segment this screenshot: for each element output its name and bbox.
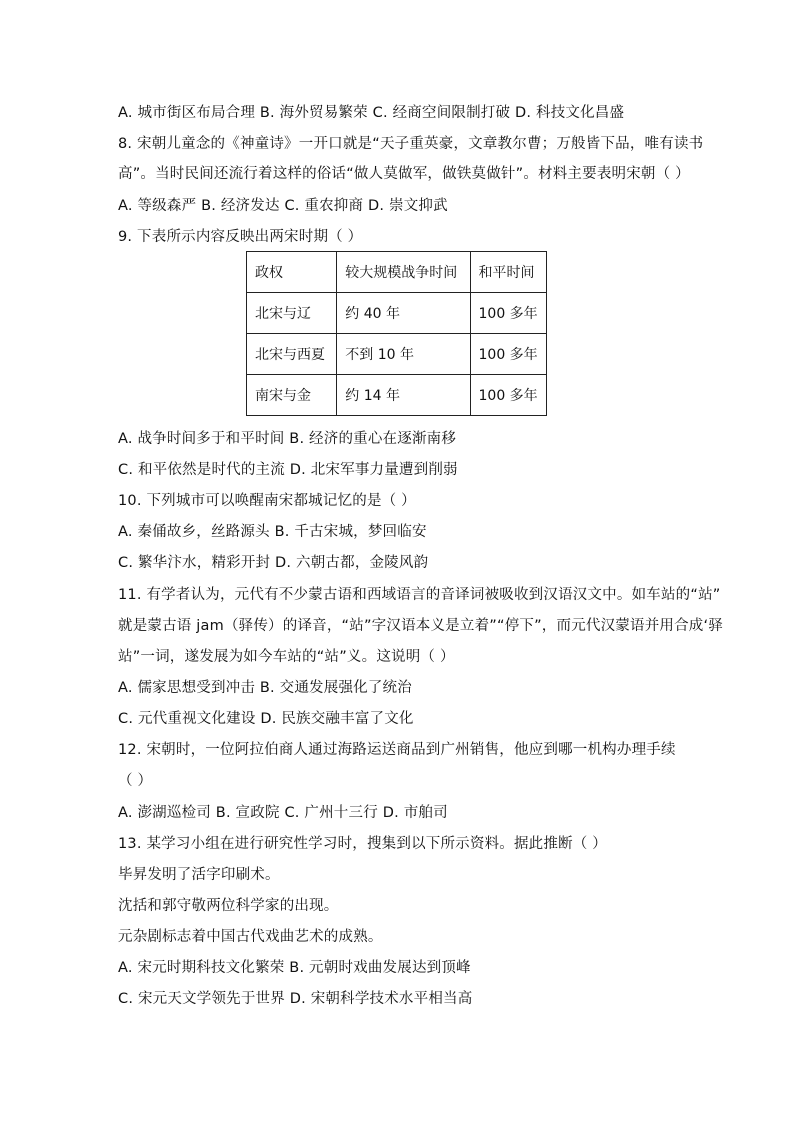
table-cell: 南宋与金: [247, 375, 337, 416]
q11-stem-line-3: 站”一词，遂发展为如今车站的“站”义。这说明（ ）: [118, 649, 455, 665]
q8-options: A. 等级森严 B. 经济发达 C. 重农抑商 D. 崇文抑武: [118, 198, 448, 214]
q11-options-line-2: C. 元代重视文化建设 D. 民族交融丰富了文化: [118, 711, 414, 727]
q10-options-line-1: A. 秦俑故乡，丝路源头 B. 千古宋城，梦回临安: [118, 524, 427, 540]
q9-options-line-1: A. 战争时间多于和平时间 B. 经济的重心在逐渐南移: [118, 431, 457, 447]
q12-stem-line-1: 12. 宋朝时，一位阿拉伯商人通过海路运送商品到广州销售，他应到哪一机构办理手续: [118, 742, 676, 758]
q7-options: A. 城市街区布局合理 B. 海外贸易繁荣 C. 经商空间限制打破 D. 科技文化昌盛: [118, 105, 625, 121]
q10-options-line-2: C. 繁华汴水，精彩开封 D. 六朝古都，金陵风韵: [118, 555, 429, 571]
q9-table: [246, 251, 547, 416]
q9-stem: 9. 下表所示内容反映出两宋时期（ ）: [118, 229, 363, 245]
table-header-cell: 和平时间: [470, 252, 547, 293]
table-row: [247, 293, 547, 334]
table-row: [247, 375, 547, 416]
q11-options-line-1: A. 儒家思想受到冲击 B. 交通发展强化了统治: [118, 680, 412, 696]
q13-material-1: 毕昇发明了活字印刷术。: [118, 867, 280, 883]
table-cell: 约 40 年: [337, 293, 470, 334]
table-cell: 不到 10 年: [337, 334, 470, 375]
q12-options: A. 澎湖巡检司 B. 宣政院 C. 广州十三行 D. 市舶司: [118, 805, 448, 821]
table-header-cell: 政权: [247, 252, 337, 293]
q13-material-2: 沈括和郭守敬两位科学家的出现。: [118, 898, 339, 914]
table-cell: 北宋与西夏: [247, 334, 337, 375]
q13-options-line-1: A. 宋元时期科技文化繁荣 B. 元朝时戏曲发展达到顶峰: [118, 960, 471, 976]
table-cell: 100 多年: [470, 334, 547, 375]
table-cell: 100 多年: [470, 375, 547, 416]
q9-options-line-2: C. 和平依然是时代的主流 D. 北宋军事力量遭到削弱: [118, 462, 458, 478]
q8-stem-line-1: 8. 宋朝儿童念的《神童诗》一开口就是“天子重英豪，文章教尔曹；万般皆下品，唯有读书: [118, 136, 704, 152]
q13-stem: 13. 某学习小组在进行研究性学习时，搜集到以下所示资料。据此推断（ ）: [118, 836, 607, 852]
table-header-row: [247, 252, 547, 293]
q10-stem: 10. 下列城市可以唤醒南宋都城记忆的是（ ）: [118, 493, 416, 509]
q13-material-3: 元杂剧标志着中国古代戏曲艺术的成熟。: [118, 929, 383, 945]
table-cell: 约 14 年: [337, 375, 470, 416]
q11-stem-line-2: 就是蒙古语 jam（驿传）的译音，“站”字汉语本义是立着”“停下”，而元代汉蒙语并用合成‘驿: [118, 618, 724, 634]
table-cell: 100 多年: [470, 293, 547, 334]
q11-stem-line-1: 11. 有学者认为，元代有不少蒙古语和西域语言的音译词被吸收到汉语汉文中。如车站的“站”: [118, 587, 721, 603]
table-cell: 北宋与辽: [247, 293, 337, 334]
q12-stem-line-2: （ ）: [118, 773, 153, 789]
q13-options-line-2: C. 宋元天文学领先于世界 D. 宋朝科学技术水平相当高: [118, 991, 473, 1007]
table-header-cell: 较大规模战争时间: [337, 252, 470, 293]
q8-stem-line-2: 高”。当时民间还流行着这样的俗话“做人莫做军，做铁莫做针”。材料主要表明宋朝（ ）: [118, 166, 690, 182]
table-row: [247, 334, 547, 375]
